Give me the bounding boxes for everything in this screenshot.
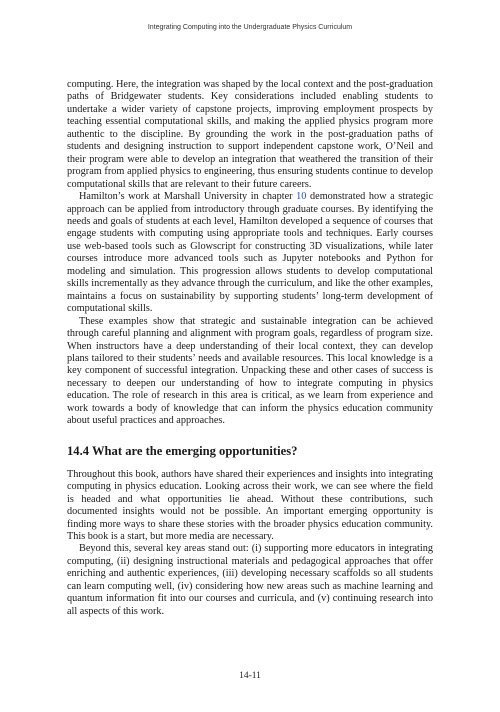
running-head: Integrating Computing into the Undergraduate Physics Curriculum xyxy=(147,24,353,31)
section-heading: 14.4 What are the emerging opportunities? xyxy=(67,443,298,458)
page-number: 14-11 xyxy=(239,671,261,681)
page-body xyxy=(67,79,433,618)
paragraph-continued: computing. Here, the integration was shaped by the local context and the post-graduation paths of Bridgewater students. Key considerations included enabling students to undertake a wider variety of capstone projects, improving employment prospects by teaching essential computational skills, and making the applied physics program more authentic to the discipline. By grounding the work in the post-graduation paths of students and designing instruction to support independent capstone work, O’Neil and their program were able to develop an integration that weathered the transition of their program from applied physics to engineering, thus ensuring students continue to develop computational skills that are relevant to their future careers. xyxy=(67,79,433,190)
chapter-reference-link[interactable]: 10 xyxy=(296,191,307,203)
section-paragraph-2: Beyond this, several key areas stand out: (i) supporting more educators in integrating computing, (ii) designing instructional materials and pedagogical approaches that offer enriching and authentic experiences, (iii) developing necessary scaffolds so all students can learn computing well, (iv) considering how new areas such as machine learning and quantum information fit into our courses and curricula, and (v) continuing research into all aspects of this work. xyxy=(67,543,433,617)
hamilton-rest-text: demonstrated how a strategic approach can be applied from introductory through graduate courses. By identifying the needs and goals of students at each level, Hamilton developed a sequence of courses that engage students with computing using appropriate tools and techniques. Early courses use web-based tools such as Glowscript for constructing 3D visualizations, while later courses introduce more advanced tools such as Jupyter notebooks and Python for modeling and simulation. This progression allows students to develop computational skills incrementally as they advance through the curriculum, and like the other examples, maintains a focus on sustainability by supporting students’ long-term development of computational skills. xyxy=(67,191,434,315)
section-paragraph-1: Throughout this book, authors have shared their experiences and insights into integrating computing in physics education. Looking across their work, we can see where the field is headed and what opportunities lie ahead. Without these contributions, such documented insights would not be possible. An important emerging opportunity is finding more ways to share these stories with the broader physics education community. This book is a start, but more media are necessary. xyxy=(67,468,433,542)
paragraph-examples: These examples show that strategic and sustainable integration can be achieved through careful planning and alignment with program goals, regardless of program size. When instructors have a deep understanding of their local context, they can develop plans tailored to their students’ needs and available resources. This local knowledge is a key component of successful integration. Unpacking these and other cases of success is necessary to deepen our understanding of how to integrate computing in physics education. The role of research in this area is critical, as we learn from experience and work towards a body of knowledge that can inform the physics education community about useful practices and approaches. xyxy=(67,315,433,427)
hamilton-lead-text: Hamilton’s work at Marshall University in chapter xyxy=(79,191,297,203)
paragraph-hamilton xyxy=(67,191,433,316)
